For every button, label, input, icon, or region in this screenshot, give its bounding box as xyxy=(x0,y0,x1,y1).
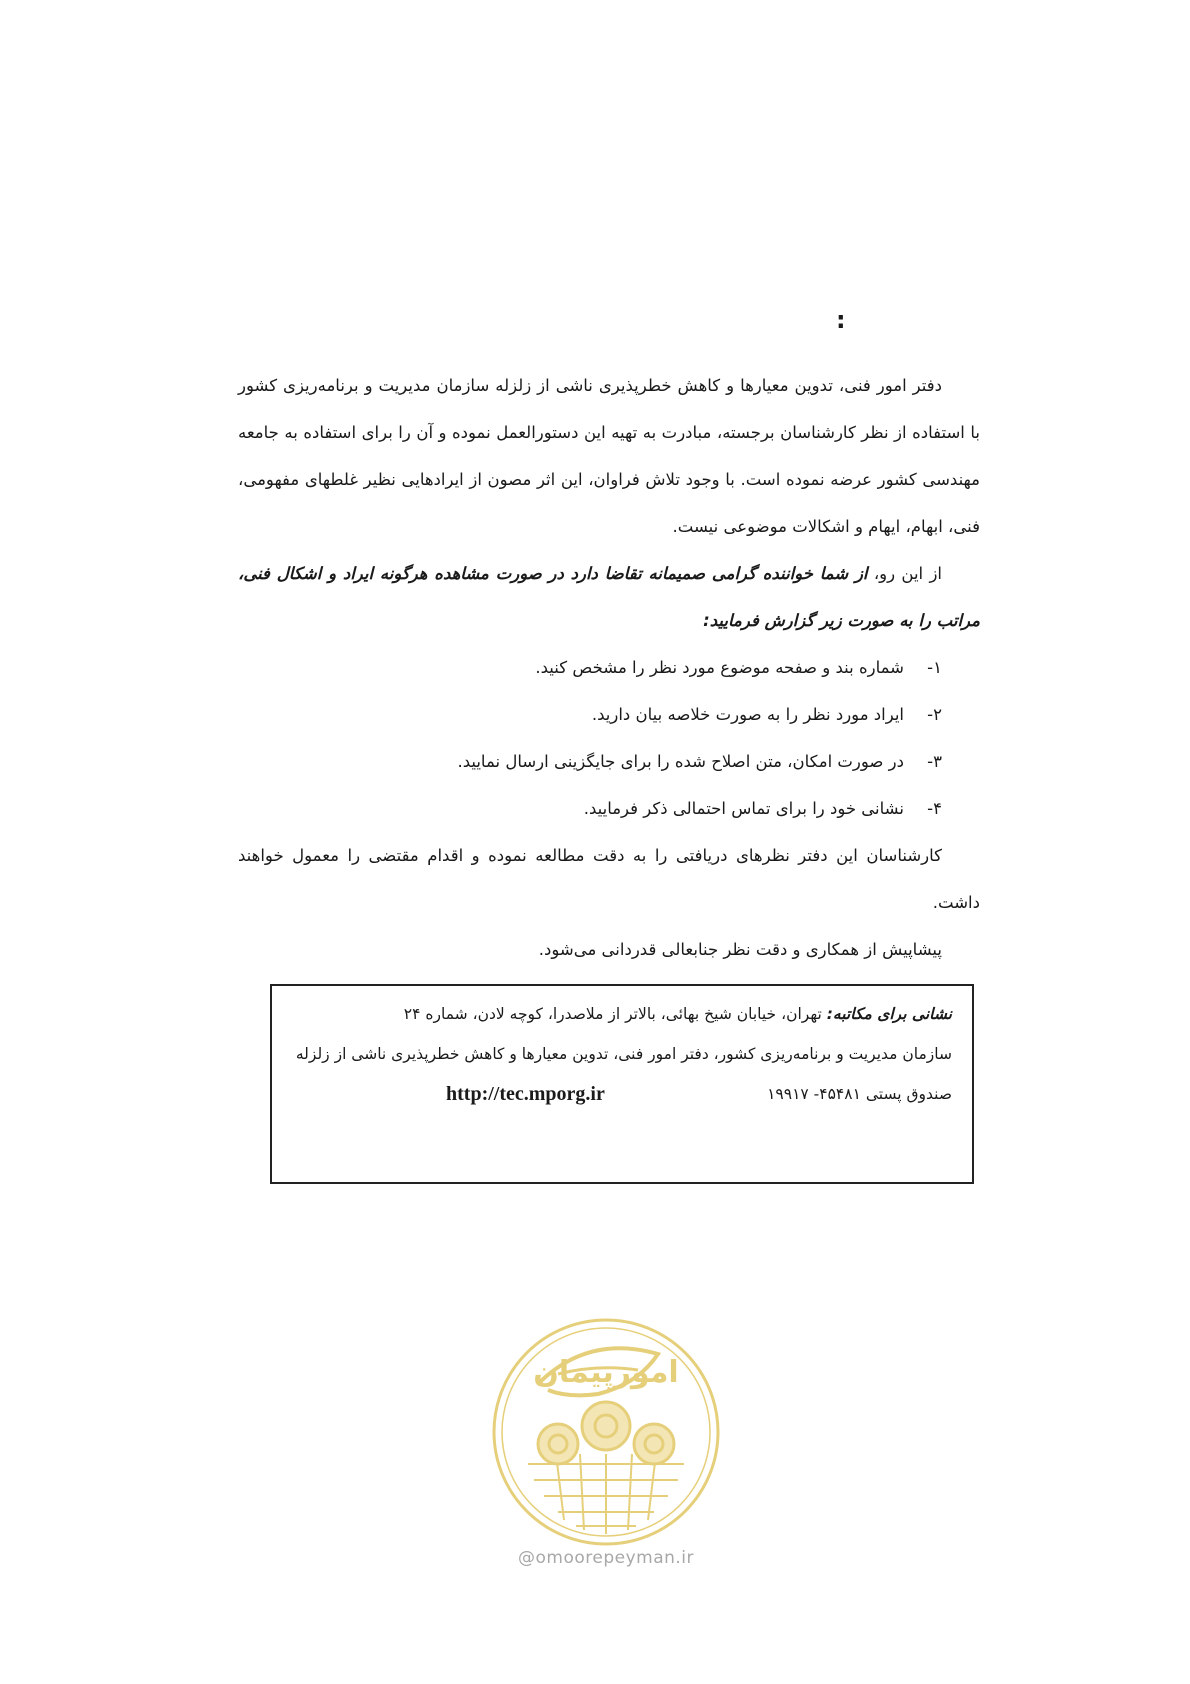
step-number: ۳- xyxy=(927,752,942,771)
report-steps-list xyxy=(238,644,980,832)
request-prefix: از این رو، xyxy=(873,564,943,583)
address-contact-line xyxy=(292,1074,952,1114)
list-item xyxy=(238,691,980,738)
address-street-line xyxy=(292,994,952,1034)
po-box: صندوق پستی ۴۵۴۸۱- ۱۹۹۱۷ xyxy=(767,1085,952,1103)
request-emphasis: از شما خواننده گرامی صمیمانه تقاضا دارد در صورت مشاهده هرگونه ایراد و اشکال فنی، مراتب را به صورت زیر گزارش فرمایید: xyxy=(238,564,980,630)
request-paragraph xyxy=(238,550,980,644)
step-number: ۱- xyxy=(927,658,942,677)
step-text: شماره بند و صفحه موضوع مورد نظر را مشخص کنید. xyxy=(535,658,904,677)
address-organization: سازمان مدیریت و برنامه‌ریزی کشور، دفتر امور فنی، تدوین معیارها و کاهش خطرپذیری ناشی از زلزله xyxy=(295,1045,952,1063)
watermark-logo xyxy=(488,1314,724,1550)
list-item xyxy=(238,785,980,832)
list-item xyxy=(238,738,980,785)
list-item xyxy=(238,644,980,691)
step-text: ایراد مورد نظر را به صورت خلاصه بیان دارید. xyxy=(591,705,904,724)
gear-icon xyxy=(582,1402,630,1450)
address-street: تهران، خیابان شیخ بهائی، بالاتر از ملاصدرا، کوچه لادن، شماره ۲۴ xyxy=(403,1005,822,1023)
intro-paragraph: دفتر امور فنی، تدوین معیارها و کاهش خطرپذیری ناشی از زلزله سازمان مدیریت و برنامه‌ریزی کشور با استفاده از نظر کارشناسان برجسته، مبادرت به تهیه این دستورالعمل نموده و آن را برای استفاده به جامعه مهندسی کشور عرضه نموده است. با وجود تلاش فراوان، این اثر مصون از ایرادهایی نظیر غلطهای مفهومی، فنی، ابهام، ایهام و اشکالات موضوعی نیست. xyxy=(238,376,980,536)
website-link[interactable]: http://tec.mporg.ir xyxy=(446,1083,605,1105)
document-body xyxy=(238,362,980,973)
address-label: نشانی برای مکاتبه: xyxy=(826,1005,952,1023)
watermark-caption: @omoorepeyman.ir xyxy=(517,1548,695,1568)
gear-icon xyxy=(538,1424,578,1464)
step-number: ۴- xyxy=(927,799,942,818)
step-text: نشانی خود را برای تماس احتمالی ذکر فرمایید. xyxy=(583,799,904,818)
heading-colon: : xyxy=(836,306,846,334)
step-number: ۲- xyxy=(927,705,942,724)
gear-icon xyxy=(634,1424,674,1464)
watermark-logo-text: امورپیمان xyxy=(533,1355,679,1390)
watermark-grid xyxy=(528,1454,684,1534)
thanks-paragraph: پیشاپیش از همکاری و دقت نظر جنابعالی قدردانی می‌شود. xyxy=(538,940,942,959)
closing-paragraph: کارشناسان این دفتر نظرهای دریافتی را به دقت مطالعه نموده و اقدام مقتضی را معمول خواهند داشت. xyxy=(238,846,980,912)
step-text: در صورت امکان، متن اصلاح شده را برای جایگزینی ارسال نمایید. xyxy=(457,752,904,771)
address-box xyxy=(270,984,974,1184)
